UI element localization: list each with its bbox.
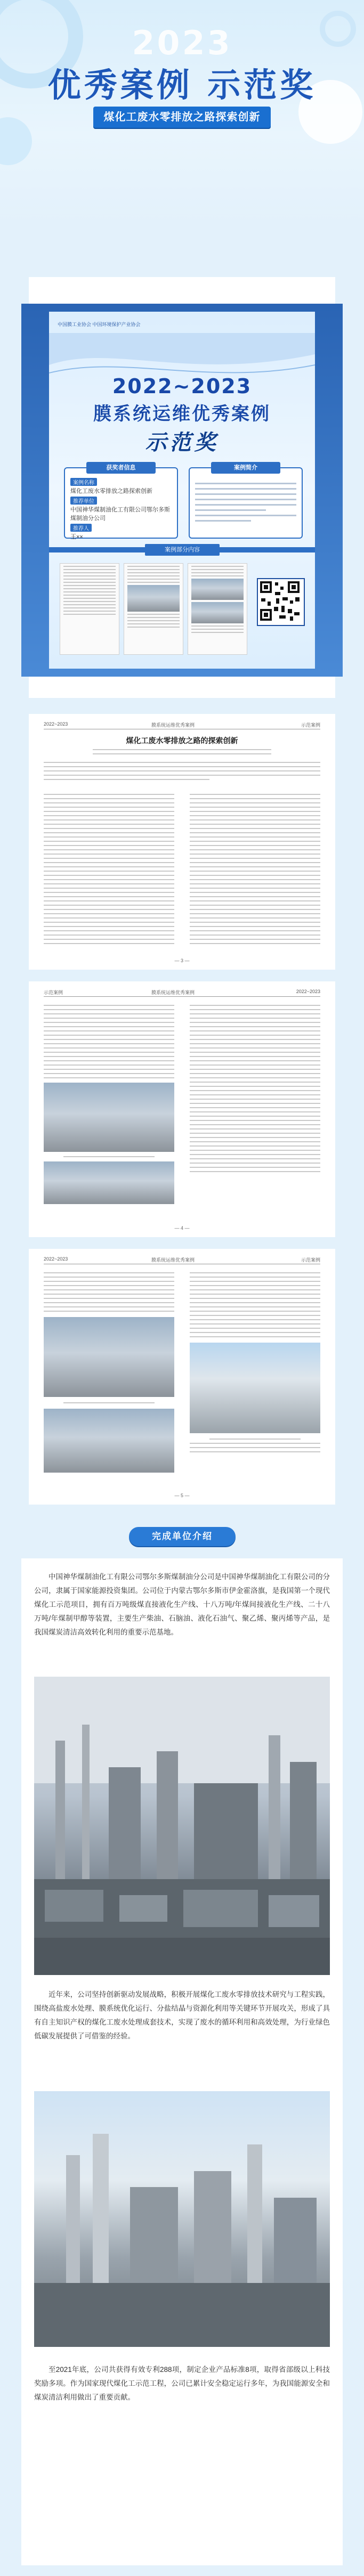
page-header-left: 2022~2023 [44, 1256, 68, 1262]
page-number: — 3 — [174, 958, 190, 963]
intro-paragraph-1: 中国神华煤制油化工有限公司鄂尔多斯煤制油分公司是中国神华煤制油化工有限公司的分公司，隶属于国家能源投资集团。公司位于内蒙古鄂尔多斯市伊金霍洛旗，是我国第一个现代煤化工示范项目，拥有百万吨级煤直接液化生产线、十八万吨/年煤间接液化生产线、二十八万吨/年煤制甲醇等装置，主要生产柴油、石脑油、液化石油气、聚乙烯、聚丙烯等产品，是我国煤炭清洁高效转化利用的重要示范基地。 [34, 1573, 330, 1636]
poster-header: 中国膜工业协会 中国环境保护产业协会 [58, 322, 141, 327]
page-header-right: 示范案例 [301, 722, 320, 728]
intro-paragraph-3: 至2021年底，公司共获得有效专利288项，制定企业产品标准8项，取得省部级以上科技奖励多项。作为国家现代煤化工示范工程，公司已累计安全稳定运行多年，为我国能源安全和煤炭清洁利用做出了重要贡献。 [34, 2366, 330, 2401]
page-header-left: 示范案例 [44, 990, 63, 995]
page-header-center: 膜系统运维优秀案例 [151, 722, 195, 728]
plant-facility-photo [34, 2091, 330, 2347]
award-poster [49, 312, 315, 669]
info-tag: 推荐人 [70, 524, 92, 532]
equipment-photo [44, 1317, 174, 1397]
document-page-2 [29, 981, 335, 1237]
document-page-1 [29, 714, 335, 970]
hero-banner [0, 0, 364, 224]
thumbnail-page [60, 563, 119, 655]
info-value: 王×× [70, 534, 83, 540]
info-value: 煤化工废水零排放之路探索创新 [70, 488, 152, 494]
content-band-label: 案例部分内容 [145, 544, 220, 556]
page-header-center: 膜系统运维优秀案例 [151, 990, 195, 995]
decor-circle-lower [0, 117, 32, 165]
thumbnail-page [124, 563, 183, 655]
page-number: — 5 — [174, 1493, 190, 1498]
document-title: 煤化工废水零排放之路的探索创新 [126, 737, 238, 745]
intro-paragraph-2: 近年来，公司坚持创新驱动发展战略，积极开展煤化工废水零排放技术研究与工程实践，围绕高盐废水处理、膜系统优化运行、分盐结晶与资源化利用等关键环节开展攻关，形成了具有自主知识产权的煤化工废水处理成套技术，实现了废水的循环利用和高效处理，为行业绿色低碳发展提供了可借鉴的经验。 [34, 1990, 330, 2040]
equipment-photo [44, 1161, 174, 1204]
column-left [44, 794, 174, 947]
hero-subtitle: 煤化工废水零排放之路探索创新 [93, 107, 271, 128]
column-right [190, 1005, 320, 1175]
info-value: 中国神华煤制油化工有限公司鄂尔多斯煤制油分公司 [70, 507, 170, 522]
equipment-photo [44, 1409, 174, 1473]
plant-aerial-photo [34, 1677, 330, 1975]
winner-info-head: 获奖者信息 [86, 462, 156, 474]
page-header-center: 膜系统运维优秀案例 [151, 1257, 195, 1263]
plant-photo [190, 1343, 320, 1433]
facility-illustration [34, 2091, 330, 2347]
plant-illustration [34, 1677, 330, 1975]
case-summary-text [195, 479, 296, 525]
column-left [44, 1005, 174, 1208]
column-left [44, 1272, 174, 1478]
page-header-left: 2022~2023 [44, 721, 68, 727]
column-right [190, 1272, 320, 1456]
thumbnail-page [188, 563, 247, 655]
poster-title: 膜系统运维优秀案例 [93, 403, 271, 425]
qr-code-icon [257, 578, 305, 626]
hero-year: 2023 [132, 23, 232, 62]
info-tag: 推荐单位 [70, 497, 97, 505]
document-page-3 [29, 1249, 335, 1505]
info-tag: 案例名称 [70, 478, 97, 486]
winner-info-box [64, 467, 178, 539]
page-number: — 4 — [174, 1225, 190, 1231]
case-summary-head: 案例简介 [211, 462, 280, 474]
section-title-unit-intro: 完成单位介绍 [129, 1527, 236, 1546]
column-right [190, 794, 320, 947]
poster-year: 2022~2023 [112, 375, 252, 398]
poster-award: 示范奖 [145, 430, 219, 455]
winner-info-list [70, 477, 173, 541]
wave-decoration [49, 333, 315, 381]
equipment-photo [44, 1083, 174, 1152]
case-summary-box [189, 467, 303, 539]
hero-title: 优秀案例 示范奖 [47, 66, 317, 104]
unit-intro-panel [21, 1558, 343, 2565]
page-header-right: 示范案例 [301, 1257, 320, 1263]
page-header-right: 2022~2023 [296, 989, 320, 994]
